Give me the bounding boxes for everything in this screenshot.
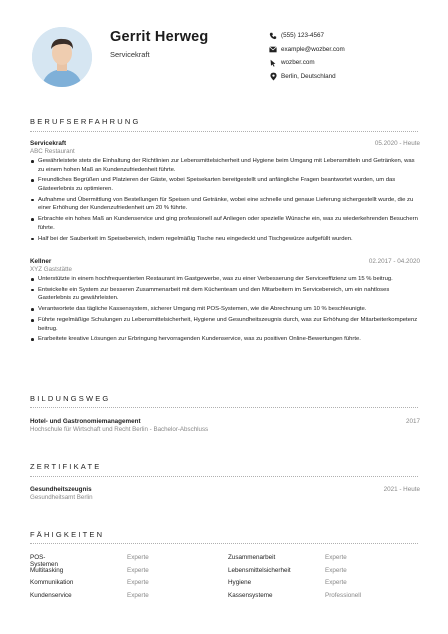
list-item: Gewährleistete stets die Einhaltung der Richtlinien zur Lebensmittelsicherheit und Hygiene beim Umgang mit Lebensmitteln und Getränken, was zu einem hohen Maß an Kundenzufriedenheit führte. [30,157,420,174]
job-company: XYZ Gaststätte [30,266,72,273]
section-divider [30,476,418,477]
job-entry [30,140,420,245]
list-item: Entwickelte ein System zur besseren Zusammenarbeit mit dem Küchenteam und den Mitarbeitern im Servicebereich, um ein nahtloses Gasterlebnis zu gewährleisten. [30,286,420,303]
skill-level: Experte [127,554,149,561]
list-item: Erarbeitete kreative Lösungen zur Erbringung hervorragenden Kundenservice, was zu positiven Online-Bewertungen führte. [30,335,420,344]
contact-website-text: wozber.com [281,59,315,67]
job-entry [30,258,420,346]
certificate-issuer: Gesundheitsamt Berlin [30,494,93,501]
skill-name: POS-Systemen [30,554,58,568]
section-divider [30,543,418,544]
skill-level: Experte [127,566,149,574]
candidate-name: Gerrit Herweg [110,29,209,45]
job-date: 05.2020 - Heute [374,140,420,147]
certificate-title: Gesundheitszeugnis [30,486,92,493]
avatar [32,27,92,87]
contact-email-text: example@wozber.com [281,45,345,53]
job-title: Kellner [30,258,52,265]
job-bullets [30,275,420,344]
skill-name: Multitasking [30,566,64,574]
resume-header [0,0,448,100]
skill-level: Experte [127,579,149,586]
education-institution: Hochschule für Wirtschaft und Recht Berlin - Bachelor-Abschluss [30,426,209,433]
job-date: 02.2017 - 04.2020 [368,258,420,265]
list-item: Half bei der Sauberkeit im Speisebereich, indem regelmäßig Tische neu eingedeckt und Tischgewürze aufgefüllt wurden. [30,235,420,244]
list-item: Unterstützte in einem hochfrequentierten Restaurant im Gastgewerbe, was zu einer Verbesserung der Serviceeffizienz um 15 % beitrug. [30,275,420,284]
contact-location [268,70,345,84]
contact-location-text: Berlin, Deutschland [281,73,336,81]
skill-level: Experte [325,566,347,574]
skill-name: Zusammenarbeit [228,554,276,561]
education-date: 2017 [405,418,420,425]
job-title: Servicekraft [30,140,67,147]
section-title-experience: BERUFSERFAHRUNG [30,117,141,126]
list-item: Aufnahme und Übermittlung von Bestellungen für Speisen und Getränke, wobei eine schnelle und genaue Lieferung sichergestellt wurde, die zu einer Erhöhung der Kundenzufriedenheit um 20 % führte. [30,196,420,213]
job-company: ABC Restaurant [30,148,75,155]
education-entry [30,418,420,433]
education-title: Hotel- und Gastronomiemanagement [30,418,141,425]
phone-icon [268,31,278,41]
skill-level: Professionell [325,591,362,599]
contact-list [268,29,345,83]
email-icon [268,44,278,54]
list-item: Verantwortete das tägliche Kassensystem, sicherer Umgang mit POS-Systemen, wie die Abrechnung um 10 % beschleunigte. [30,305,420,314]
certificate-date: 2021 - Heute [383,486,420,493]
list-item: Führte regelmäßige Schulungen zu Lebensmittelsicherheit, Hygiene und Gesundheitszeugnis durch, was zur Erhöhung der Mitarbeiterkompetenz beitrug. [30,316,420,333]
skill-name: Kundenservice [30,591,72,599]
section-title-education: BILDUNGSWEG [30,394,111,403]
job-bullets [30,157,420,243]
skill-name: Kommunikation [30,579,74,586]
section-divider [30,131,418,132]
skill-name: Hygiene [228,579,252,586]
section-title-skills: FÄHIGKEITEN [30,530,105,539]
candidate-role: Servicekraft [110,50,150,59]
contact-phone [268,29,345,43]
skill-name: Kassensysteme [228,591,273,599]
contact-email [268,43,345,57]
skill-level: Experte [127,591,149,599]
skill-level: Experte [325,554,347,561]
link-icon [268,58,278,68]
profile-photo [32,27,92,87]
section-title-certificates: ZERTIFIKATE [30,462,102,471]
list-item: Erbrachte ein hohes Maß an Kundenservice und ging professionell auf Anliegen oder spezielle Wünsche ein, was zu wiederkehrenden Besuchern führte. [30,215,420,232]
skill-name: Lebensmittelsicherheit [228,566,291,574]
contact-phone-text: (555) 123-4567 [281,32,325,40]
skill-level: Experte [325,579,347,586]
section-divider [30,407,418,408]
certificate-entry [30,486,420,501]
contact-website [268,56,345,70]
list-item: Freundliches Begrüßen und Platzieren der Gäste, wobei Speisekarten bereitgestellt und anfängliche Fragen beantwortet wurden, um das Gästeerlebnis zu optimieren. [30,176,420,193]
location-icon [268,72,278,82]
